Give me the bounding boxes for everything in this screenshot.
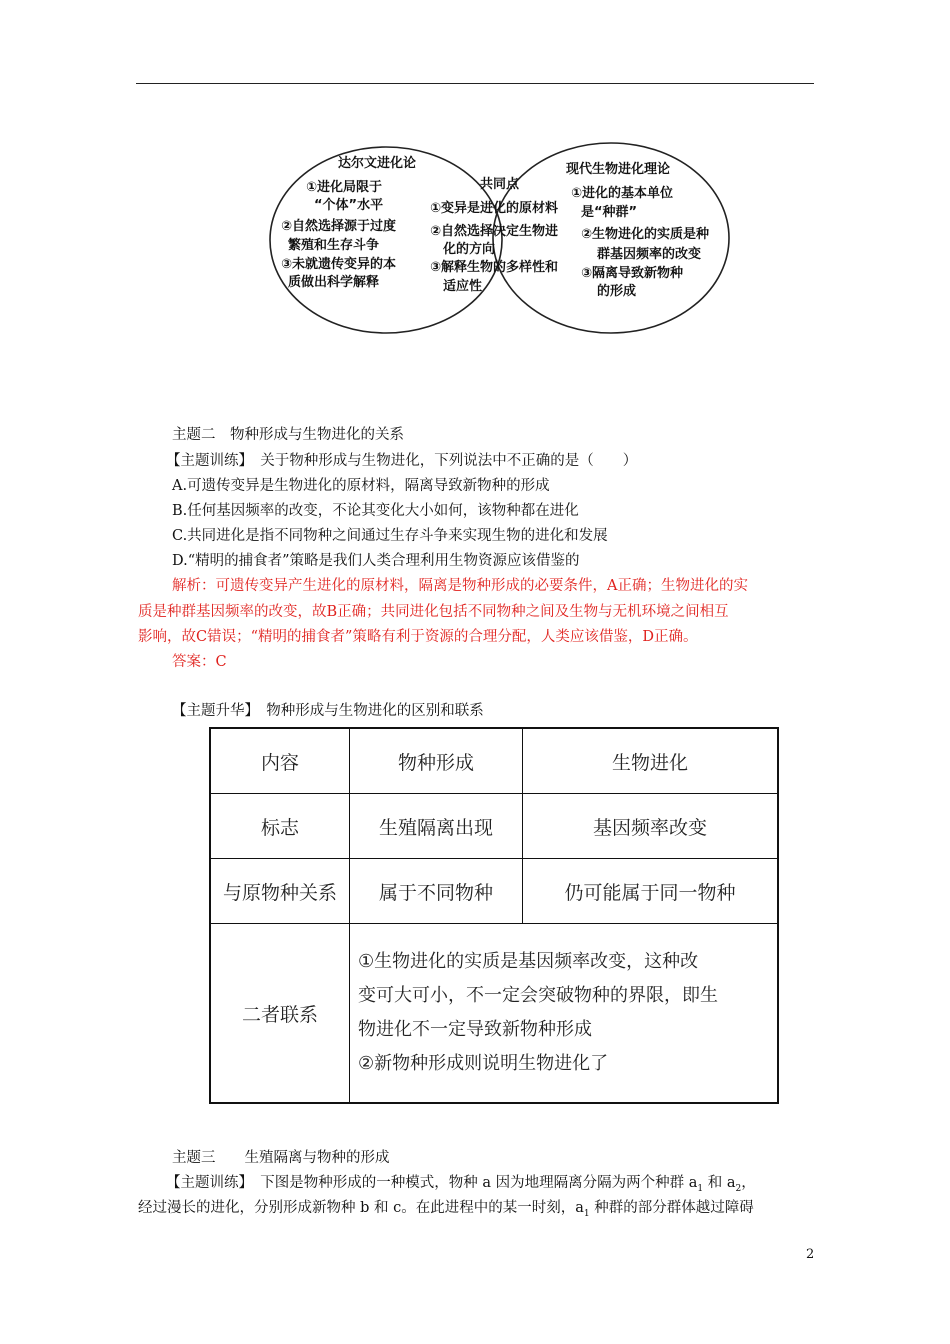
center-item: ③解释生物的多样性和 xyxy=(430,260,559,275)
left-item: 繁殖和生存斗争 xyxy=(288,238,380,253)
center-title: 共同点 xyxy=(480,177,520,192)
left-item: ②自然选择源于过度 xyxy=(281,219,397,234)
header-cell: 生物进化 xyxy=(523,728,779,794)
right-item: 是“种群” xyxy=(581,205,638,220)
right-item: ②生物进化的实质是种 xyxy=(581,227,710,242)
right-item: ③隔离导致新物种 xyxy=(581,266,684,281)
relation-label: 二者联系 xyxy=(210,924,350,1104)
table-cell: 基因频率改变 xyxy=(523,794,779,859)
center-item: ①变异是进化的原材料 xyxy=(430,201,559,216)
topic3-question-line: 【主题训练】 下图是物种形成的一种模式，物种 a 因为地理隔离分隔为两个种群 $a_1$ 和 $a_2$， xyxy=(166,1175,756,1194)
option-d: D.“精明的捕食者”策略是我们人类合理利用生物资源应该借鉴的 xyxy=(172,553,580,569)
header-cell: 内容 xyxy=(210,728,350,794)
topic2-question: 【主题训练】 关于物种形成与生物进化，下列说法中不正确的是（ ） xyxy=(166,453,638,469)
table-cell: 仍可能属于同一物种 xyxy=(523,859,779,924)
relation-line: ②新物种形成则说明生物进化了 xyxy=(358,1053,609,1074)
table-row xyxy=(210,794,778,859)
answer: 答案：C xyxy=(172,654,227,670)
left-item: 质做出科学解释 xyxy=(288,275,380,290)
option-c: C.共同进化是指不同物种之间通过生存斗争来实现生物的进化和发展 xyxy=(172,528,608,544)
table-header-row xyxy=(210,728,778,794)
table-cell: 与原物种关系 xyxy=(210,859,350,924)
table-row xyxy=(210,924,778,1104)
relation-line: ①生物进化的实质是基因频率改变，这种改 xyxy=(358,951,699,972)
left-item: ③未就遗传变异的本 xyxy=(281,257,397,272)
analysis-line: 影响，故C错误；“精明的捕食者”策略有利于资源的合理分配，人类应该借鉴，D正确。 xyxy=(138,629,698,645)
center-item: 适应性 xyxy=(443,279,483,294)
topic2-heading: 主题二 物种形成与生物进化的关系 xyxy=(172,427,404,443)
left-title: 达尔文进化论 xyxy=(338,156,417,171)
table-cell: 标志 xyxy=(210,794,350,859)
center-item: ②自然选择决定生物进 xyxy=(430,224,559,239)
left-item: “个体”水平 xyxy=(314,198,384,213)
left-item: ①进化局限于 xyxy=(306,180,383,195)
header-rule xyxy=(136,83,814,84)
table-cell: 生殖隔离出现 xyxy=(350,794,523,859)
analysis-line: 解析：可遗传变异产生进化的原材料，隔离是物种形成的必要条件，A正确；生物进化的实 xyxy=(172,578,748,594)
option-a: A.可遗传变异是生物进化的原材料，隔离导致新物种的形成 xyxy=(172,478,550,494)
analysis-line: 质是种群基因频率的改变，故B正确；共同进化包括不同物种之间及生物与无机环境之间相互 xyxy=(138,604,729,620)
venn-diagram xyxy=(268,140,730,336)
sublimation-heading: 【主题升华】 物种形成与生物进化的区别和联系 xyxy=(172,703,484,719)
right-item: 群基因频率的改变 xyxy=(597,247,702,262)
topic3-question-line: 经过漫长的进化，分别形成新物种 b 和 c。在此进程中的某一时刻，$a_1$ 种群的部分群体越过障碍 xyxy=(138,1200,754,1219)
header-cell: 物种形成 xyxy=(350,728,523,794)
table-row xyxy=(210,859,778,924)
page-number: 2 xyxy=(806,1247,815,1262)
relation-line: 物进化不一定导致新物种形成 xyxy=(358,1019,592,1040)
topic3-heading: 主题三 生殖隔离与物种的形成 xyxy=(172,1150,390,1166)
relation-line: 变可大可小，不一定会突破物种的界限，即生 xyxy=(358,985,718,1006)
relation-text xyxy=(350,924,779,1104)
option-b: B.任何基因频率的改变，不论其变化大小如何，该物种都在进化 xyxy=(172,503,579,519)
comparison-table xyxy=(209,727,779,1104)
table-cell: 属于不同物种 xyxy=(350,859,523,924)
right-title: 现代生物进化理论 xyxy=(566,162,671,177)
center-item: 化的方向 xyxy=(443,242,496,257)
right-item: ①进化的基本单位 xyxy=(571,186,674,201)
right-item: 的形成 xyxy=(597,284,637,299)
